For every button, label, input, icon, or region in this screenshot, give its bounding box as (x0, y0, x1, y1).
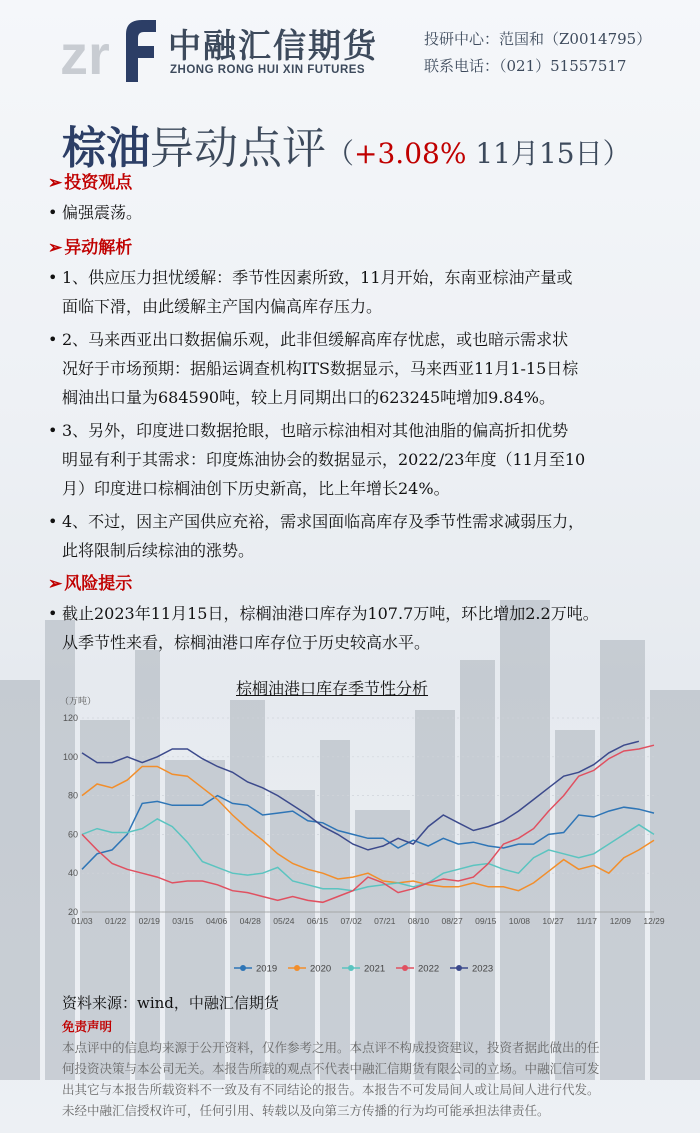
x-tick-label: 01/03 (71, 916, 93, 926)
legend-marker-2020 (294, 965, 300, 971)
x-tick-label: 09/15 (475, 916, 497, 926)
disclaimer-text (62, 1037, 642, 1121)
list-item: • 3、另外，印度进口数据抢眼，也暗示棕油相对其他油脂的偏高折扣优势 明显有利于其需求：印度炼油协会的数据显示，2022/23年度（11月至10 月）印度进口棕榈油创下历史新高，比上年增长24%。 (48, 416, 678, 503)
list-item: • 2、马来西亚出口数据偏乐观，此非但缓解高库存忧虑，或也暗示需求状 况好于市场预期：据船运调查机构ITS数据显示，马来西亚11月1-15日棕 榈油出口量为684590吨，较上月同期出口的623245吨增加9.84%。 (48, 325, 678, 412)
title-date: 11月15日） (466, 137, 631, 170)
header (0, 0, 700, 100)
x-tick-label: 11/17 (576, 916, 598, 926)
title-change: +3.08% (354, 137, 467, 170)
x-tick-label: 10/27 (542, 916, 564, 926)
company-name-en: ZHONG RONG HUI XIN FUTURES (170, 64, 366, 76)
list-item: • 4、不过，因主产国供应充裕，需求国面临高库存及季节性需求减弱压力， 此将限制后续棕油的涨势。 (48, 507, 678, 565)
company-name-cn: 中融汇信期货 (168, 26, 378, 65)
section-heading-view: ➢ 投资观点 (48, 168, 678, 198)
legend-marker-2022 (402, 965, 408, 971)
company-logo-icon (60, 12, 160, 84)
chevron-right-icon: ➢ (48, 574, 63, 594)
disclaimer-line: 未经中融汇信授权许可，任何引用、转载以及向第三方传播的行为均可能承担法律责任。 (62, 1103, 550, 1118)
y-axis-unit: （万吨） (60, 696, 97, 706)
disclaimer-line: 本点评中的信息均来源于公开资料，仅作参考之用。本点评不构成投资建议，投资者据此做出的任 (62, 1040, 600, 1055)
title-paren: （ (326, 137, 355, 170)
x-tick-label: 05/24 (273, 916, 295, 926)
x-tick-label: 10/08 (508, 916, 531, 926)
y-tick-label: 40 (67, 868, 78, 879)
legend-marker-2023 (456, 965, 462, 971)
y-tick-label: 60 (67, 829, 78, 840)
title-product: 棕油 (62, 123, 150, 174)
x-tick-label: 03/15 (172, 916, 194, 926)
legend-marker-2021 (348, 965, 354, 971)
x-tick-label: 08/27 (441, 916, 463, 926)
y-tick-label: 80 (67, 790, 78, 801)
disclaimer-line: 出其它与本报告所载资料不一致及有不同结论的报告。本报告不可发局间人或让局间人进行代发。 (62, 1082, 600, 1097)
x-tick-label: 01/22 (105, 916, 127, 926)
list-item: • 截止2023年11月15日，棕榈油港口库存为107.7万吨，环比增加2.2万吨。 从季节性来看，棕榈油港口库存位于历史较高水平。 (48, 599, 678, 657)
report-body (48, 168, 678, 657)
x-tick-label: 07/02 (340, 916, 362, 926)
series-line-2021 (82, 819, 654, 891)
title-main: 异动点评 (150, 123, 326, 174)
contact-phone: 联系电话：（021）51557517 (424, 57, 627, 75)
x-tick-label: 12/29 (643, 916, 665, 926)
y-tick-label: 120 (62, 713, 78, 723)
disclaimer-line: 何投资决策与本公司无关。本报告所载的观点不代表中融汇信期货有限公司的立场。中融汇信可发 (62, 1061, 600, 1076)
legend-label-2023: 2023 (472, 963, 494, 975)
chevron-right-icon: ➢ (48, 238, 63, 258)
legend-label-2020: 2020 (310, 963, 332, 975)
series-line-2019 (82, 796, 654, 870)
legend-label-2019: 2019 (256, 963, 278, 975)
contact-researcher: 投研中心：范国和（Z0014795） (424, 30, 652, 48)
x-tick-label: 06/15 (306, 916, 329, 926)
y-tick-label: 20 (67, 907, 78, 917)
list-item: • 1、供应压力担忧缓解：季节性因素所致，11月开始，东南亚棕油产量或 面临下滑，由此缓解主产国内偏高库存压力。 (48, 263, 678, 321)
x-tick-label: 04/28 (239, 916, 261, 926)
section-heading-risk: ➢ 风险提示 (48, 569, 678, 599)
page-title (62, 112, 631, 176)
y-tick-label: 100 (62, 751, 78, 762)
x-tick-label: 02/19 (138, 916, 160, 926)
x-tick-label: 04/06 (205, 916, 228, 926)
list-item: • 偏强震荡。 (48, 198, 678, 227)
chevron-right-icon: ➢ (48, 173, 63, 193)
x-tick-label: 08/10 (407, 916, 430, 926)
series-line-2020 (82, 767, 654, 891)
inventory-chart (56, 676, 666, 986)
section-heading-analysis: ➢ 异动解析 (48, 233, 678, 263)
legend-marker-2019 (240, 965, 246, 971)
svg-text:zr: zr (60, 23, 110, 84)
x-tick-label: 12/09 (609, 916, 631, 926)
disclaimer-heading: 免责声明 (62, 1019, 113, 1034)
chart-title: 棕榈油港口库存季节性分析 (236, 679, 429, 698)
legend-label-2022: 2022 (418, 963, 440, 975)
chart-svg (56, 680, 666, 986)
legend-label-2021: 2021 (364, 963, 386, 975)
data-source: 资料来源：wind，中融汇信期货 (62, 994, 279, 1012)
x-tick-label: 07/21 (374, 916, 396, 926)
